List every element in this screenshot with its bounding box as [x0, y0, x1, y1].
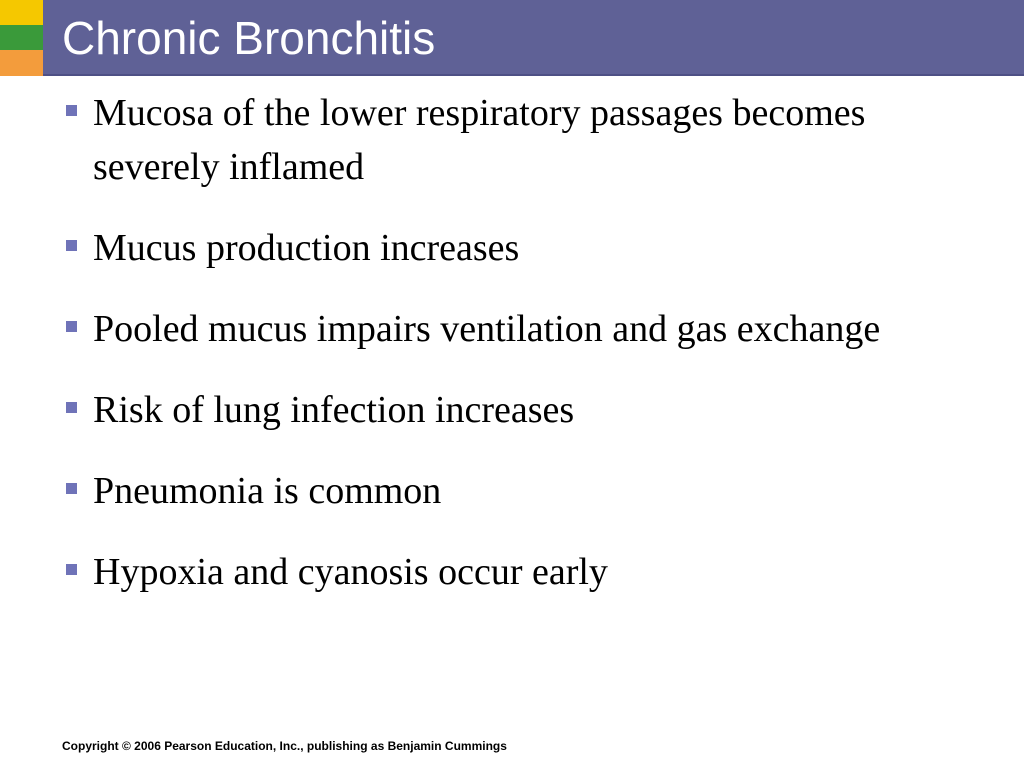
bullet-list: [62, 86, 962, 626]
bullet-item: [62, 464, 962, 518]
bullet-text: Mucus production increases: [93, 227, 520, 269]
bullet-item: [62, 221, 962, 275]
corner-accent-green: [0, 25, 43, 50]
bullet-text: Mucosa of the lower respiratory passages becomes severely inflamed: [93, 92, 866, 188]
square-bullet-icon: [66, 105, 77, 116]
square-bullet-icon: [66, 402, 77, 413]
bullet-text: Risk of lung infection increases: [93, 389, 575, 431]
slide-title: Chronic Bronchitis: [62, 12, 436, 64]
square-bullet-icon: [66, 240, 77, 251]
square-bullet-icon: [66, 564, 77, 575]
bullet-text: Pooled mucus impairs ventilation and gas exchange: [93, 308, 881, 350]
square-bullet-icon: [66, 483, 77, 494]
copyright-footer: Copyright © 2006 Pearson Education, Inc., publishing as Benjamin Cummings: [62, 739, 507, 753]
title-bar-divider: [43, 74, 1024, 76]
square-bullet-icon: [66, 321, 77, 332]
bullet-text: Hypoxia and cyanosis occur early: [93, 551, 608, 593]
bullet-text: Pneumonia is common: [93, 470, 442, 512]
bullet-item: [62, 302, 962, 356]
bullet-item: [62, 86, 962, 194]
bullet-item: [62, 383, 962, 437]
corner-accent-orange: [0, 50, 43, 76]
bullet-item: [62, 545, 962, 599]
corner-accent-yellow: [0, 0, 43, 25]
